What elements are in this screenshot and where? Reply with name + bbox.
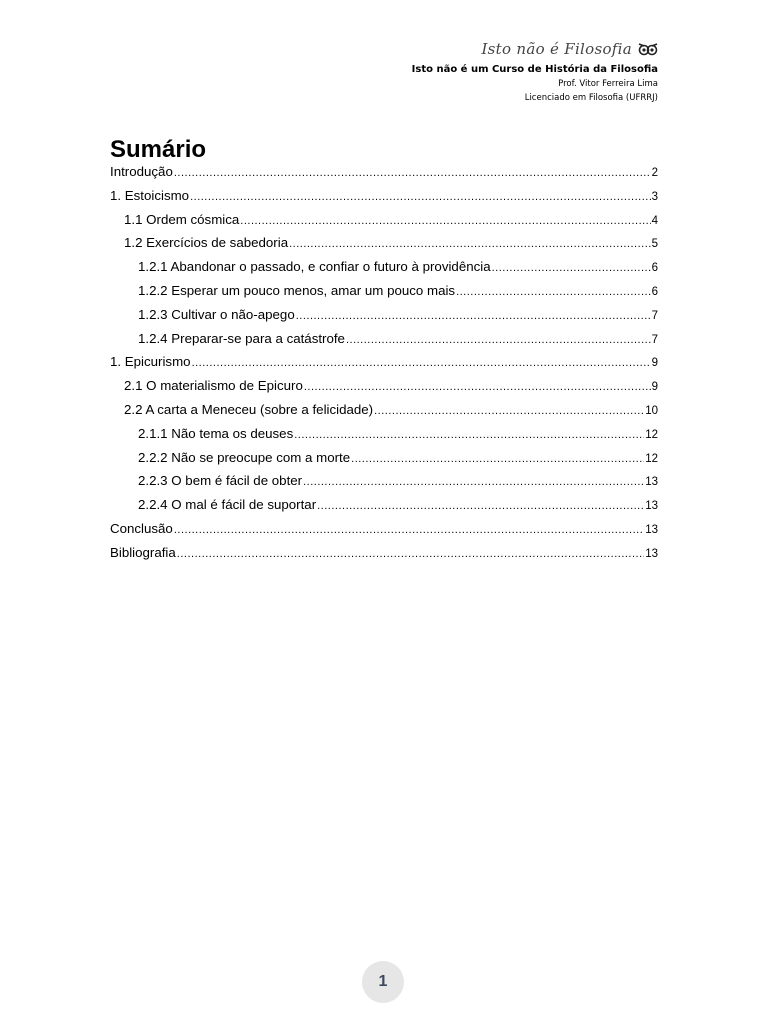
- toc-entry-page: 7: [651, 333, 658, 346]
- toc-title: Sumário: [110, 136, 207, 163]
- toc-entry-page: 6: [651, 262, 658, 275]
- toc-entry-nao-preocupe-morte[interactable]: [110, 450, 658, 474]
- toc-entry-nao-tema-deuses[interactable]: [110, 426, 658, 450]
- toc-entry-page: 12: [645, 452, 658, 465]
- dot-leader: [289, 238, 651, 250]
- toc-entry-label: Conclusão: [110, 520, 173, 536]
- toc-entry-nao-apego[interactable]: [110, 307, 658, 331]
- dot-leader: [317, 500, 644, 512]
- professor-name: Prof. Vitor Ferreira Lima: [558, 79, 658, 89]
- toc-entry-epicurismo[interactable]: [110, 354, 658, 378]
- toc-entry-label: 2.2 A carta a Meneceu (sobre a felicidade): [124, 401, 374, 417]
- toc-entry-introducao[interactable]: [110, 164, 658, 188]
- dot-leader: [374, 405, 644, 417]
- dot-leader: [177, 548, 644, 560]
- toc-entry-page: 13: [645, 523, 658, 536]
- dot-leader: [351, 453, 644, 465]
- toc-entry-page: 13: [645, 476, 658, 489]
- toc-entry-label: Bibliografia: [110, 544, 176, 560]
- toc-entry-label: 1. Epicurismo: [110, 354, 191, 370]
- toc-entry-exercicios-sabedoria[interactable]: [110, 235, 658, 259]
- toc-entry-label: 1.2 Exercícios de sabedoria: [124, 235, 289, 251]
- dot-leader: [492, 262, 651, 274]
- toc-entry-bem-facil[interactable]: [110, 473, 658, 497]
- toc-entry-ordem-cosmica[interactable]: [110, 212, 658, 236]
- toc-entry-page: 5: [651, 238, 658, 251]
- toc-entry-materialismo[interactable]: [110, 378, 658, 402]
- dot-leader: [304, 381, 651, 393]
- toc-entry-carta-meneceu[interactable]: [110, 402, 658, 426]
- course-title: Isto não é um Curso de História da Filosofia: [411, 64, 658, 75]
- toc-entry-label: 1.1 Ordem cósmica: [124, 211, 240, 227]
- toc-entry-label: 1.2.2 Esperar um pouco menos, amar um pouco mais: [138, 282, 456, 298]
- toc-entry-page: 13: [645, 500, 658, 513]
- dot-leader: [190, 191, 651, 203]
- toc-entry-label: 2.2.3 O bem é fácil de obter: [138, 473, 303, 489]
- dot-leader: [240, 215, 650, 227]
- toc-entry-label: 2.1 O materialismo de Epicuro: [124, 378, 303, 394]
- dot-leader: [303, 476, 644, 488]
- toc-entry-page: 13: [645, 547, 658, 560]
- owl-icon: [638, 42, 658, 56]
- toc-entry-label: 2.1.1 Não tema os deuses: [138, 425, 294, 441]
- toc-entry-label: 1.2.3 Cultivar o não-apego: [138, 306, 295, 322]
- table-of-contents: [110, 164, 658, 569]
- toc-entry-label: Introdução: [110, 164, 173, 179]
- dot-leader: [456, 286, 651, 298]
- toc-entry-page: 2: [651, 167, 658, 179]
- toc-entry-label: 1. Estoicismo: [110, 187, 190, 203]
- toc-entry-page: 10: [645, 404, 658, 417]
- toc-entry-page: 4: [651, 214, 658, 227]
- toc-entry-page: 9: [651, 357, 658, 370]
- toc-entry-label: 2.2.4 O mal é fácil de suportar: [138, 497, 317, 513]
- dot-leader: [174, 524, 644, 536]
- toc-entry-esperar-menos[interactable]: [110, 283, 658, 307]
- dot-leader: [294, 429, 644, 441]
- page-header: [412, 40, 658, 103]
- toc-entry-page: 3: [651, 190, 658, 203]
- toc-entry-bibliografia[interactable]: [110, 545, 658, 569]
- toc-entry-catastrofe[interactable]: [110, 331, 658, 355]
- toc-entry-label: 1.2.1 Abandonar o passado, e confiar o futuro à providência: [138, 259, 491, 275]
- dot-leader: [174, 167, 651, 179]
- dot-leader: [192, 357, 651, 369]
- toc-entry-abandonar-passado[interactable]: [110, 259, 658, 283]
- toc-entry-estoicismo[interactable]: [110, 188, 658, 212]
- page-number-badge: 1: [362, 961, 404, 1003]
- toc-entry-page: 9: [651, 381, 658, 394]
- dot-leader: [296, 310, 651, 322]
- toc-entry-label: 1.2.4 Preparar-se para a catástrofe: [138, 330, 345, 346]
- toc-entry-page: 7: [651, 309, 658, 322]
- toc-entry-mal-facil[interactable]: [110, 497, 658, 521]
- toc-entry-label: 2.2.2 Não se preocupe com a morte: [138, 449, 351, 465]
- toc-entry-page: 12: [645, 428, 658, 441]
- professor-credential: Licenciado em Filosofia (UFRRJ): [524, 93, 658, 103]
- brand-name: Isto não é Filosofia: [481, 40, 632, 58]
- toc-entry-page: 6: [651, 285, 658, 298]
- brand-line: [412, 40, 658, 58]
- dot-leader: [346, 334, 651, 346]
- toc-entry-conclusao[interactable]: [110, 521, 658, 545]
